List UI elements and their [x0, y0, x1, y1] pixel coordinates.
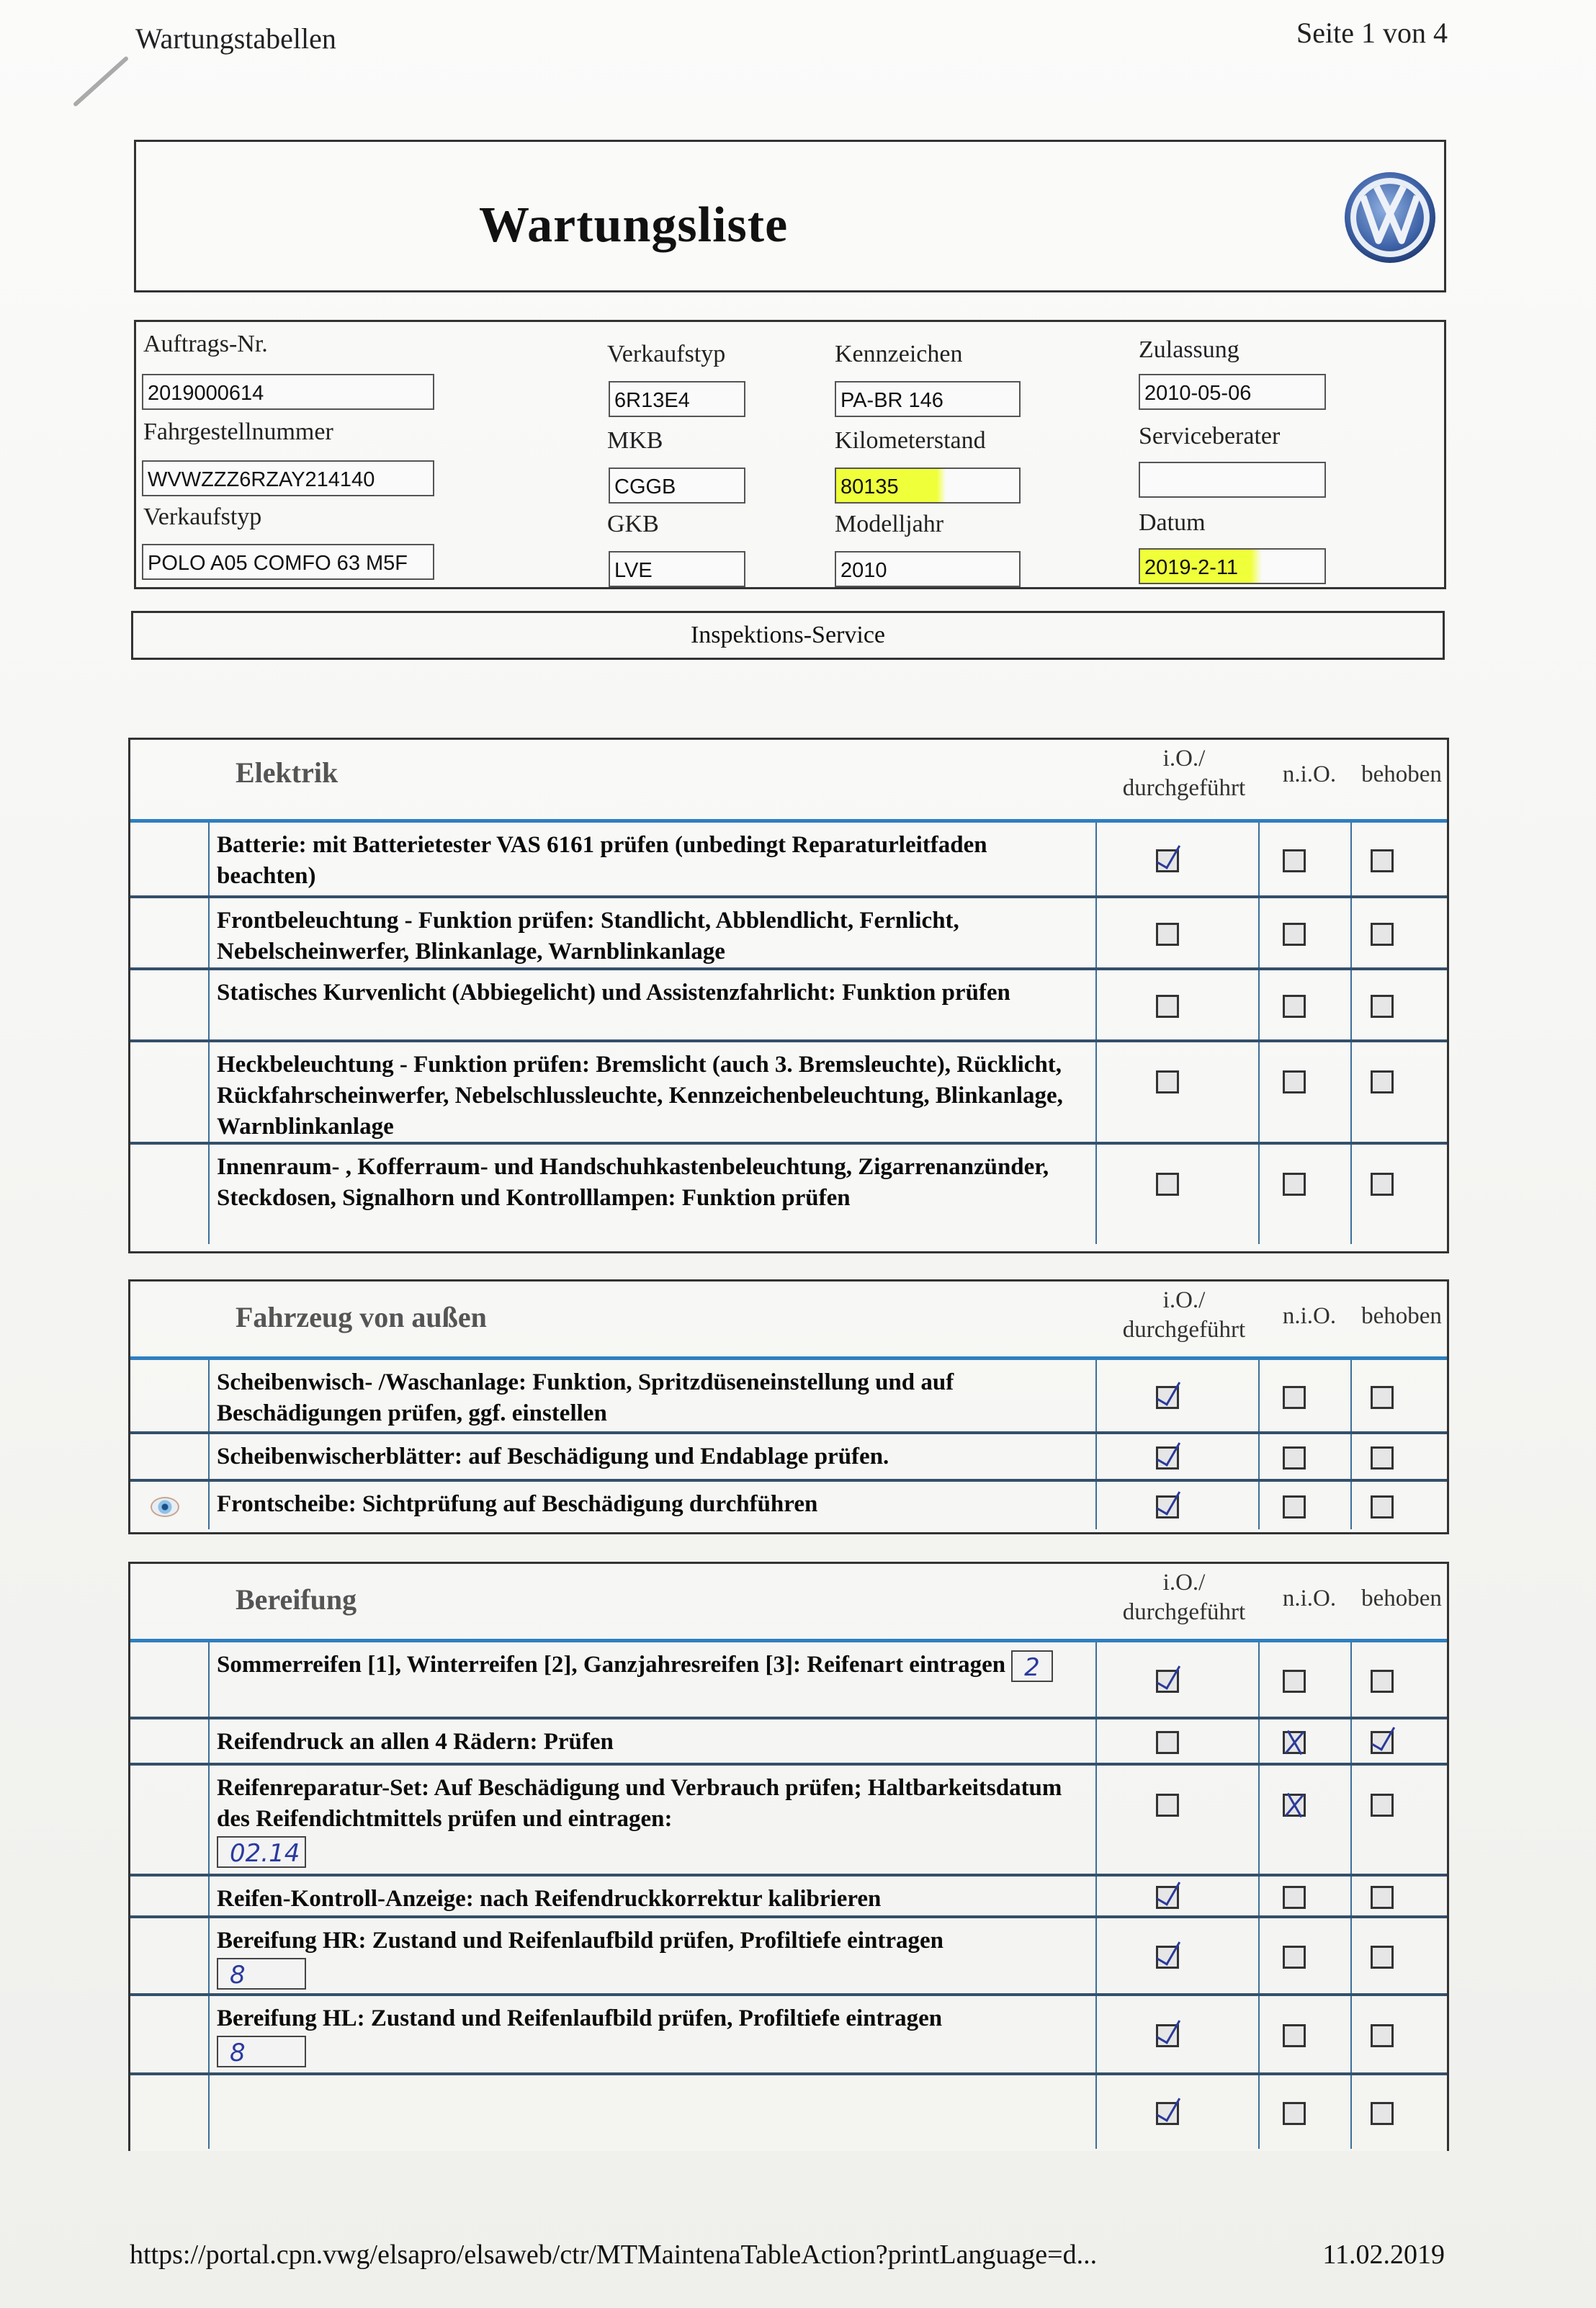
cell-divider — [1095, 970, 1097, 1039]
cell-divider — [208, 1766, 210, 1874]
checkbox-nio[interactable] — [1283, 1173, 1306, 1196]
cell-divider — [1350, 1482, 1352, 1529]
checklist-row — [130, 1874, 1447, 1915]
row-description — [217, 905, 1081, 967]
checkbox-io[interactable] — [1156, 1794, 1179, 1817]
checkbox-io[interactable] — [1156, 1446, 1179, 1470]
col-header-behoben: behoben — [1361, 761, 1442, 787]
section-title: Elektrik — [236, 756, 339, 789]
cell-divider — [1095, 1877, 1097, 1915]
vw-logo-icon — [1342, 169, 1438, 266]
row-text: Heckbeleuchtung - Funktion prüfen: Bremslicht (auch 3. Bremsleuchte), Rücklicht, Rückfahrscheinwerfer, Nebelschlussleuchte, Kennzeichenbeleuchtung, Blinkanlage, Warnblinkanlage — [217, 1052, 1063, 1140]
checkbox-io[interactable] — [1156, 849, 1179, 872]
service-type-label: Inspektions-Service — [690, 622, 886, 648]
cell-divider — [1350, 1766, 1352, 1874]
cell-divider — [208, 970, 210, 1039]
checkbox-io[interactable] — [1156, 2102, 1179, 2125]
row-text: Reifen-Kontroll-Anzeige: nach Reifendruckkorrektur kalibrieren — [217, 1886, 882, 1912]
cell-divider — [1350, 1877, 1352, 1915]
checkbox-behoben[interactable] — [1371, 1731, 1394, 1754]
col-header-behoben: behoben — [1361, 1303, 1442, 1329]
row-description — [217, 830, 1081, 892]
checkbox-behoben[interactable] — [1371, 1670, 1394, 1693]
row-description — [217, 1489, 1081, 1520]
row-description — [217, 1650, 1081, 1682]
cell-divider — [1258, 1719, 1260, 1763]
checkbox-behoben[interactable] — [1371, 1495, 1394, 1518]
cell-divider — [1095, 1360, 1097, 1431]
cell-divider — [208, 823, 210, 895]
row-text: Scheibenwischerblätter: auf Beschädigung und Endablage prüfen. — [217, 1444, 889, 1470]
row-description — [217, 2003, 1081, 2067]
col-header-io — [1101, 744, 1267, 804]
cell-divider — [1258, 970, 1260, 1039]
cell-divider — [1350, 1145, 1352, 1244]
row-text: Frontbeleuchtung - Funktion prüfen: Standlicht, Abblendlicht, Fernlicht, Nebelscheinwerfer, Blinkanlage, Warnblinkanlage — [217, 908, 959, 965]
col-header-behoben: behoben — [1361, 1585, 1442, 1611]
section-fahrzeug-von-aussen — [128, 1279, 1449, 1534]
checklist-row — [130, 1431, 1447, 1479]
checkbox-behoben[interactable] — [1371, 1173, 1394, 1196]
checkbox-nio[interactable] — [1283, 849, 1306, 872]
cell-divider — [1095, 1766, 1097, 1874]
cell-divider — [208, 1719, 210, 1763]
checkbox-behoben[interactable] — [1371, 849, 1394, 872]
footer-url: https://portal.cpn.vwg/elsapro/elsaweb/ctr/MTMaintenaTableAction?printLanguage=d... — [130, 2240, 1098, 2270]
checklist-row — [130, 1039, 1447, 1142]
row-text: Reifenreparatur-Set: Auf Beschädigung und Verbrauch prüfen; Haltbarkeitsdatum des Reifendichtmittels prüfen und eintragen: — [217, 1775, 1062, 1832]
checkbox-io[interactable] — [1156, 1886, 1179, 1909]
cell-divider — [1258, 1434, 1260, 1479]
checklist-row — [130, 1717, 1447, 1763]
checkbox-behoben[interactable] — [1371, 2102, 1394, 2125]
field-datum[interactable]: 2019-2-11 — [1139, 548, 1326, 584]
col-header-io-line1: i.O./ — [1162, 1570, 1206, 1596]
cell-divider — [1095, 823, 1097, 895]
checklist-row — [130, 2072, 1447, 2149]
cell-divider — [1350, 1360, 1352, 1431]
row-description — [217, 1152, 1081, 1214]
section-title: Fahrzeug von außen — [236, 1301, 487, 1333]
cell-divider — [1350, 1642, 1352, 1717]
cell-divider — [1095, 1145, 1097, 1244]
cell-divider — [208, 1482, 210, 1529]
row-description — [217, 1367, 1081, 1429]
checkbox-nio[interactable] — [1283, 1670, 1306, 1693]
checkbox-nio[interactable] — [1283, 1946, 1306, 1969]
cell-divider — [1350, 1042, 1352, 1142]
cell-divider — [1258, 2075, 1260, 2149]
cell-divider — [208, 1434, 210, 1479]
row-text: Statisches Kurvenlicht (Abbiegelicht) und Assistenzfahrlicht: Funktion prüfen — [217, 980, 1010, 1006]
label-mkb: MKB — [607, 427, 663, 454]
cell-divider — [1095, 1719, 1097, 1763]
title-box — [134, 140, 1446, 292]
col-header-nio: n.i.O. — [1282, 761, 1337, 787]
cell-divider — [1258, 1042, 1260, 1142]
cell-divider — [208, 1145, 210, 1244]
eye-icon — [151, 1497, 179, 1517]
checkbox-behoben[interactable] — [1371, 923, 1394, 946]
row-description — [217, 1050, 1081, 1142]
field-auftrags-nr[interactable]: 2019000614 — [142, 374, 434, 410]
label-modelljahr: Modelljahr — [835, 511, 944, 537]
checkbox-behoben[interactable] — [1371, 1886, 1394, 1909]
checkbox-io[interactable] — [1156, 1495, 1179, 1518]
col-header-io — [1101, 1568, 1267, 1628]
cell-divider — [208, 1918, 210, 1993]
label-auftrags-nr: Auftrags-Nr. — [143, 331, 268, 357]
checklist-row — [130, 967, 1447, 1039]
cell-divider — [1350, 970, 1352, 1039]
document-title: Wartungsliste — [479, 197, 789, 253]
checklist-row — [130, 1763, 1447, 1874]
cell-divider — [1258, 1642, 1260, 1717]
field-kennzeichen[interactable]: PA-BR 146 — [835, 381, 1021, 417]
cell-divider — [1350, 2075, 1352, 2149]
cell-divider — [1258, 898, 1260, 967]
cell-divider — [1095, 1642, 1097, 1717]
cell-divider — [208, 1042, 210, 1142]
cell-divider — [1258, 1360, 1260, 1431]
cell-divider — [1095, 1918, 1097, 1993]
cell-divider — [1095, 1434, 1097, 1479]
handwritten-entry-field[interactable]: 8 — [217, 1958, 306, 1990]
page-number: Seite 1 von 4 — [1296, 17, 1448, 49]
col-header-io-line1: i.O./ — [1162, 1287, 1206, 1313]
page-header-title: Wartungstabellen — [135, 22, 336, 55]
label-fahrgestellnummer: Fahrgestellnummer — [143, 419, 333, 445]
vehicle-info-panel — [134, 320, 1446, 589]
col-header-io-line2: durchgeführt — [1122, 775, 1246, 802]
label-verkaufstyp-name: Verkaufstyp — [143, 504, 262, 530]
cell-divider — [208, 1996, 210, 2072]
cell-divider — [1350, 1996, 1352, 2072]
handwritten-entry-field[interactable]: 02.14 — [217, 1836, 306, 1868]
checkbox-nio[interactable] — [1283, 1886, 1306, 1909]
label-kennzeichen: Kennzeichen — [835, 341, 963, 367]
footer-print-date: 11.02.2019 — [1322, 2240, 1445, 2270]
checkbox-nio[interactable] — [1283, 1446, 1306, 1470]
field-verkaufstyp-name[interactable]: POLO A05 COMFO 63 M5F — [142, 544, 434, 580]
checkbox-nio[interactable] — [1283, 995, 1306, 1018]
col-header-io — [1101, 1286, 1267, 1346]
cell-divider — [1095, 1042, 1097, 1142]
handwritten-entry-field[interactable]: 2 — [1011, 1650, 1053, 1682]
checkbox-nio[interactable] — [1283, 1070, 1306, 1093]
checkbox-io[interactable] — [1156, 2024, 1179, 2047]
checkbox-nio[interactable] — [1283, 1386, 1306, 1409]
field-zulassung[interactable]: 2010-05-06 — [1139, 374, 1326, 410]
row-text: Frontscheibe: Sichtprüfung auf Beschädigung durchführen — [217, 1491, 818, 1517]
checklist-row — [130, 1915, 1447, 1993]
section-elektrik — [128, 738, 1449, 1253]
checkbox-behoben[interactable] — [1371, 1794, 1394, 1817]
cell-divider — [1095, 2075, 1097, 2149]
field-mkb[interactable]: CGGB — [609, 468, 745, 504]
checkbox-nio[interactable] — [1283, 1794, 1306, 1817]
row-text: Scheibenwisch- /Waschanlage: Funktion, Spritzdüseneinstellung und auf Beschädigungen prüfen, ggf. einstellen — [217, 1369, 954, 1426]
label-verkaufstyp-code: Verkaufstyp — [607, 341, 726, 367]
cell-divider — [1258, 823, 1260, 895]
row-description — [217, 978, 1081, 1008]
field-gkb[interactable]: LVE — [609, 551, 745, 587]
cell-divider — [1350, 823, 1352, 895]
col-header-io-line2: durchgeführt — [1122, 1317, 1246, 1343]
cell-divider — [208, 898, 210, 967]
row-text: Sommerreifen [1], Winterreifen [2], Ganzjahresreifen [3]: Reifenart eintragen — [217, 1652, 1006, 1678]
field-kilometerstand[interactable]: 80135 — [835, 468, 1021, 504]
checkbox-io[interactable] — [1156, 1070, 1179, 1093]
cell-divider — [208, 1642, 210, 1717]
checkbox-behoben[interactable] — [1371, 1070, 1394, 1093]
checklist-row — [130, 1993, 1447, 2072]
checkbox-io[interactable] — [1156, 1946, 1179, 1969]
cell-divider — [1350, 1918, 1352, 1993]
row-description — [217, 1925, 1081, 1990]
field-fahrgestellnummer[interactable]: WVWZZZ6RZAY214140 — [142, 460, 434, 496]
col-header-nio: n.i.O. — [1282, 1303, 1337, 1329]
label-zulassung: Zulassung — [1139, 336, 1239, 363]
checklist-row — [130, 895, 1447, 967]
checklist-row — [130, 819, 1447, 895]
checkbox-nio[interactable] — [1283, 923, 1306, 946]
checkbox-nio[interactable] — [1283, 1731, 1306, 1754]
row-text: Batterie: mit Batterietester VAS 6161 prüfen (unbedingt Reparaturleitfaden beachten) — [217, 832, 987, 889]
section-title: Bereifung — [236, 1583, 357, 1616]
checkbox-behoben[interactable] — [1371, 995, 1394, 1018]
checkbox-io[interactable] — [1156, 1731, 1179, 1754]
checklist-row — [130, 1479, 1447, 1529]
row-description — [217, 1441, 1081, 1472]
checkbox-io[interactable] — [1156, 1386, 1179, 1409]
col-header-io-line2: durchgeführt — [1122, 1599, 1246, 1626]
checkbox-io[interactable] — [1156, 923, 1179, 946]
field-modelljahr[interactable]: 2010 — [835, 551, 1021, 587]
label-datum: Datum — [1139, 509, 1206, 536]
cell-divider — [1258, 1918, 1260, 1993]
row-description — [217, 1773, 1081, 1868]
field-serviceberater[interactable] — [1139, 462, 1326, 498]
section-bereifung — [128, 1562, 1449, 2151]
checkbox-behoben[interactable] — [1371, 1386, 1394, 1409]
cell-divider — [1350, 898, 1352, 967]
cell-divider — [1258, 1877, 1260, 1915]
checklist-row — [130, 1356, 1447, 1431]
cell-divider — [1095, 1996, 1097, 2072]
checkbox-io[interactable] — [1156, 1670, 1179, 1693]
checkbox-io[interactable] — [1156, 995, 1179, 1018]
col-header-nio: n.i.O. — [1282, 1585, 1337, 1611]
row-text: Bereifung HR: Zustand und Reifenlaufbild prüfen, Profiltiefe eintragen — [217, 1928, 943, 1954]
cell-divider — [208, 1877, 210, 1915]
cell-divider — [1258, 1996, 1260, 2072]
row-description — [217, 1884, 1081, 1915]
cell-divider — [1350, 1719, 1352, 1763]
label-kilometerstand: Kilometerstand — [835, 427, 986, 454]
checklist-row — [130, 1639, 1447, 1717]
service-type-banner — [131, 611, 1445, 660]
checkbox-behoben[interactable] — [1371, 2024, 1394, 2047]
checkbox-behoben[interactable] — [1371, 1946, 1394, 1969]
row-text: Reifendruck an allen 4 Rädern: Prüfen — [217, 1729, 614, 1755]
col-header-io-line1: i.O./ — [1162, 746, 1206, 771]
checkbox-nio[interactable] — [1283, 1495, 1306, 1518]
checkbox-nio[interactable] — [1283, 2102, 1306, 2125]
row-description — [217, 1727, 1081, 1758]
handwritten-entry-field[interactable]: 8 — [217, 2036, 306, 2067]
cell-divider — [1095, 1482, 1097, 1529]
cell-divider — [1258, 1145, 1260, 1244]
cell-divider — [1258, 1766, 1260, 1874]
label-serviceberater: Serviceberater — [1139, 423, 1281, 449]
checklist-row — [130, 1142, 1447, 1244]
checkbox-io[interactable] — [1156, 1173, 1179, 1196]
checkbox-nio[interactable] — [1283, 2024, 1306, 2047]
cell-divider — [1258, 1482, 1260, 1529]
field-verkaufstyp-code[interactable]: 6R13E4 — [609, 381, 745, 417]
row-text: Bereifung HL: Zustand und Reifenlaufbild prüfen, Profiltiefe eintragen — [217, 2005, 943, 2031]
checkbox-behoben[interactable] — [1371, 1446, 1394, 1470]
cell-divider — [208, 1360, 210, 1431]
cell-divider — [1350, 1434, 1352, 1479]
label-gkb: GKB — [607, 511, 659, 537]
row-text: Innenraum- , Kofferraum- und Handschuhkastenbeleuchtung, Zigarrenanzünder, Steckdosen, Signalhorn und Kontrolllampen: Funktion prüfen — [217, 1154, 1049, 1211]
cell-divider — [1095, 898, 1097, 967]
cell-divider — [208, 2075, 210, 2149]
